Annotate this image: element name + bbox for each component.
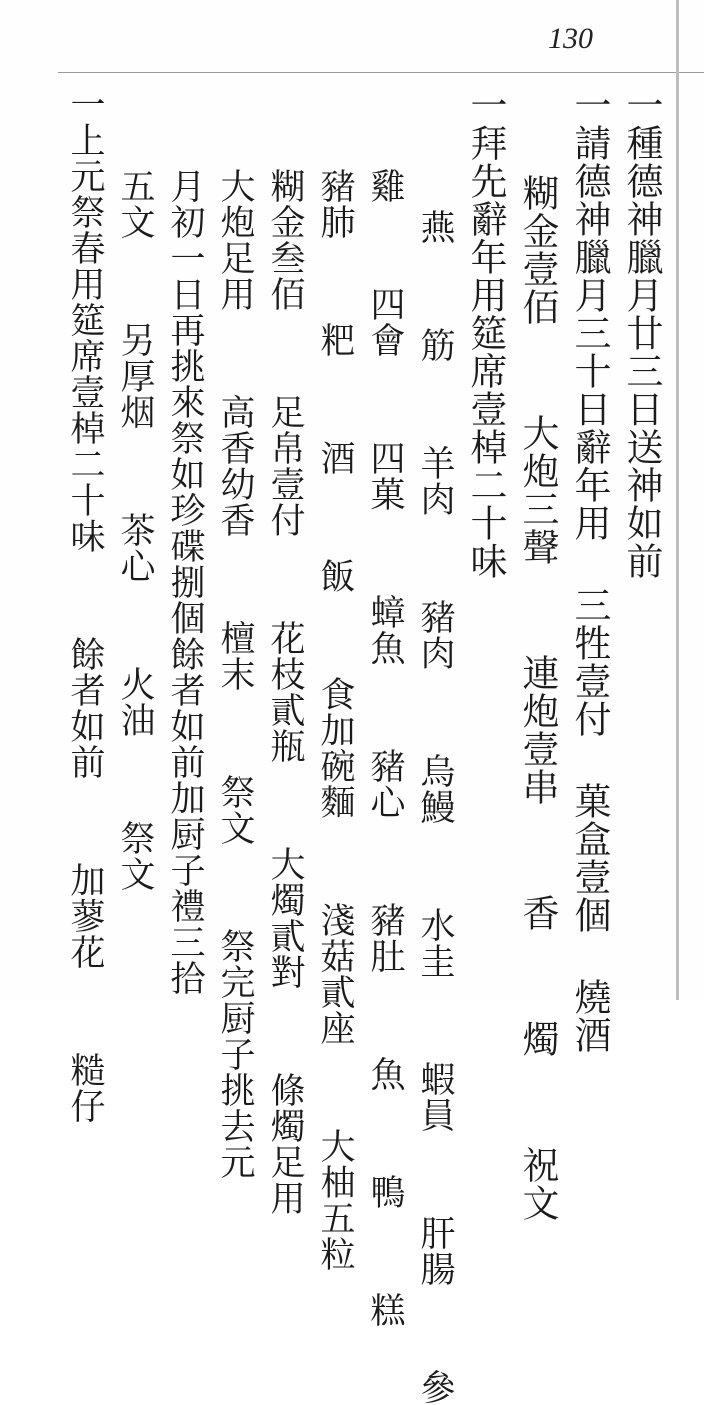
text-column-5: 燕 筋 羊肉 豬肉 烏鰻 水圭 蝦員 肝腸 參 xyxy=(415,86,455,1405)
text-column-3: 糊金壹佰 大炮三聲 連炮壹串 香 燭 祝文 xyxy=(516,86,559,1222)
text-column-7: 豬肺 粑 酒 飯 食加碗麵 淺菇貳座 大柚五粒 xyxy=(315,86,355,1272)
text-column-1: 一種德神臘月廿三日送神如前 xyxy=(620,86,663,580)
text-column-2: 一請德神臘月三十日辭年用 三牲壹付 菓盒壹個 燒酒 xyxy=(568,86,611,1054)
text-column-12: 一上元祭春用筵席壹棹二十味 餘者如前 加蓼花 糙仔 xyxy=(65,86,105,1124)
page-edge-line xyxy=(58,72,704,73)
text-column-8: 糊金叁佰 足帛壹付 花枝貳瓶 大燭貳對 條燭足用 xyxy=(265,86,305,1216)
text-column-11: 五文 另厚烟 茶心 火油 祭文 xyxy=(115,86,155,892)
text-column-9: 大炮足用 高香幼香 檀末 祭文 祭完厨子挑去元 xyxy=(215,86,255,1180)
text-column-4: 一拜先辭年用筵席壹棹二十味 xyxy=(464,86,507,580)
page-number: 130 xyxy=(548,22,593,55)
text-column-6: 雞 四會 四菓 蟑魚 豬心 豬肚 魚 鴨 糕 xyxy=(365,86,405,1328)
text-column-10: 月初一日再挑來祭如珍碟捌個餘者如前加厨子禮三拾 xyxy=(165,86,205,996)
binding-edge xyxy=(676,0,679,1000)
